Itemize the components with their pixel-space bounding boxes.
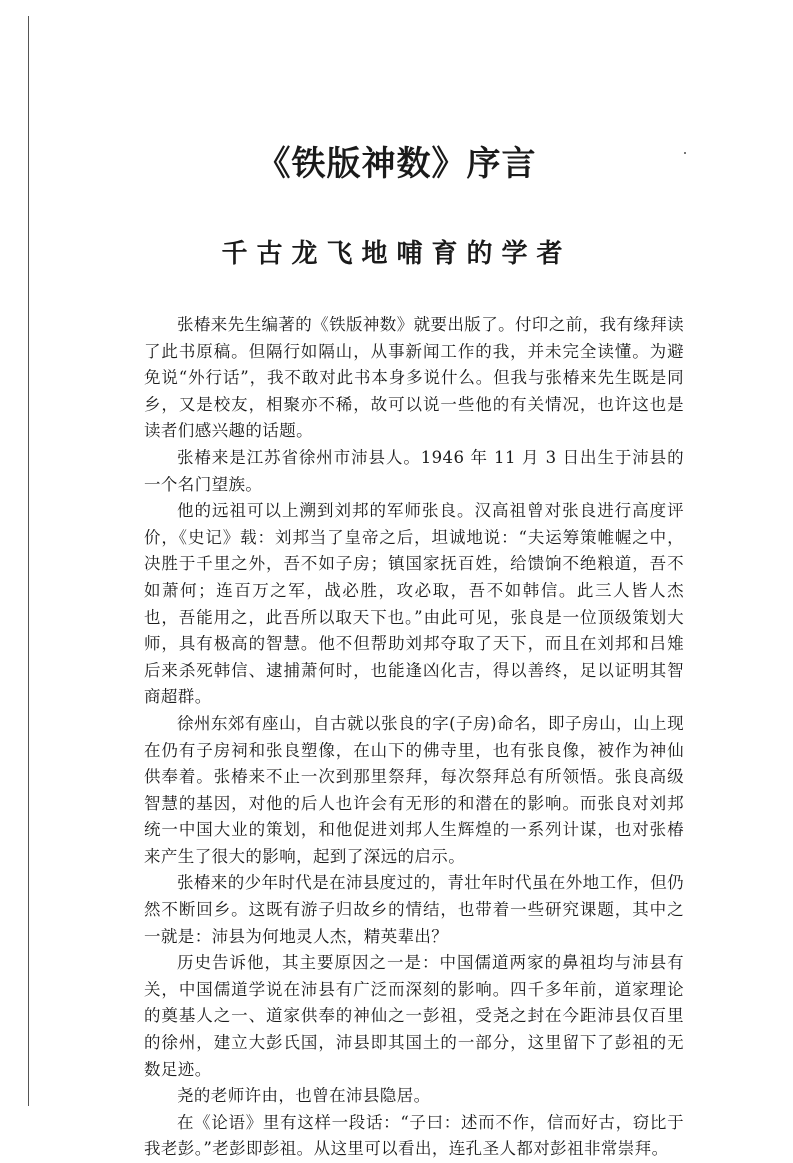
- body-text: [144, 312, 684, 1163]
- paragraph: 张椿来是江苏省徐州市沛县人。1946 年 11 月 3 日出生于沛县的一个名门望族。: [144, 447, 684, 494]
- paragraph: 徐州东郊有座山，自古就以张良的字(子房)命名，即子房山，山上现在仍有子房祠和张良塑像，在山下的佛寺里，也有张良像，被作为神仙供奉着。张椿来不止一次到那里祭拜，每次祭拜总有所领悟。张良高级智慧的基因，对他的后人也许会有无形的和潜在的影响。而张良对刘邦统一中国大业的策划，和他促进刘邦人生辉煌的一系列计谋，也对张椿来产生了很大的影响，起到了深远的启示。: [144, 713, 684, 866]
- paragraph: 张椿来的少年时代是在沛县度过的，青壮年时代虽在外地工作，但仍然不断回乡。这既有游子归故乡的情结，也带着一些研究课题，其中之一就是：沛县为何地灵人杰，精英辈出？: [144, 873, 684, 946]
- paragraph: 历史告诉他，其主要原因之一是：中国儒道两家的鼻祖均与沛县有关，中国儒道学说在沛县有广泛而深刻的影响。四千多年前，道家理论的奠基人之一、道家供奉的神仙之一彭祖，受尧之封在今距沛县仅百里的徐州，建立大彭氏国，沛县即其国土的一部分，这里留下了彭祖的无数足迹。: [144, 953, 684, 1079]
- paragraph: 他的远祖可以上溯到刘邦的军师张良。汉高祖曾对张良进行高度评价，《史记》载：刘邦当了皇帝之后，坦诚地说：“夫运筹策帷幄之中，决胜于千里之外，吾不如子房；镇国家抚百姓，给馈饷不绝粮道，吾不如萧何；连百万之军，战必胜，攻必取，吾不如韩信。此三人皆人杰也，吾能用之，此吾所以取天下也。”由此可见，张良是一位顶级策划大师，具有极高的智慧。他不但帮助刘邦夺取了天下，而且在刘邦和吕雉后来杀死韩信、逮捕萧何时，也能逢凶化吉，得以善终，足以证明其智商超群。: [144, 501, 684, 707]
- paragraph: 张椿来先生编著的《铁版神数》就要出版了。付印之前，我有缘拜读了此书原稿。但隔行如隔山，从事新闻工作的我，并未完全读懂。为避免说“外行话”，我不敢对此书本身多说什么。但我与张椿来先生既是同乡，又是校友，相聚亦不稀，故可以说一些他的有关情况，也许这也是读者们感兴趣的话题。: [144, 315, 684, 441]
- page-title: 《铁版神数》序言: [256, 144, 537, 184]
- paragraph: 在《论语》里有这样一段话：“子曰：述而不作，信而好古，窃比于我老彭。”老彭即彭祖。从这里可以看出，连孔圣人都对彭祖非常崇拜。: [144, 1112, 684, 1159]
- paragraph: 尧的老师许由，也曾在沛县隐居。: [177, 1086, 431, 1106]
- section-subtitle: 千古龙飞地哺育的学者: [221, 239, 572, 269]
